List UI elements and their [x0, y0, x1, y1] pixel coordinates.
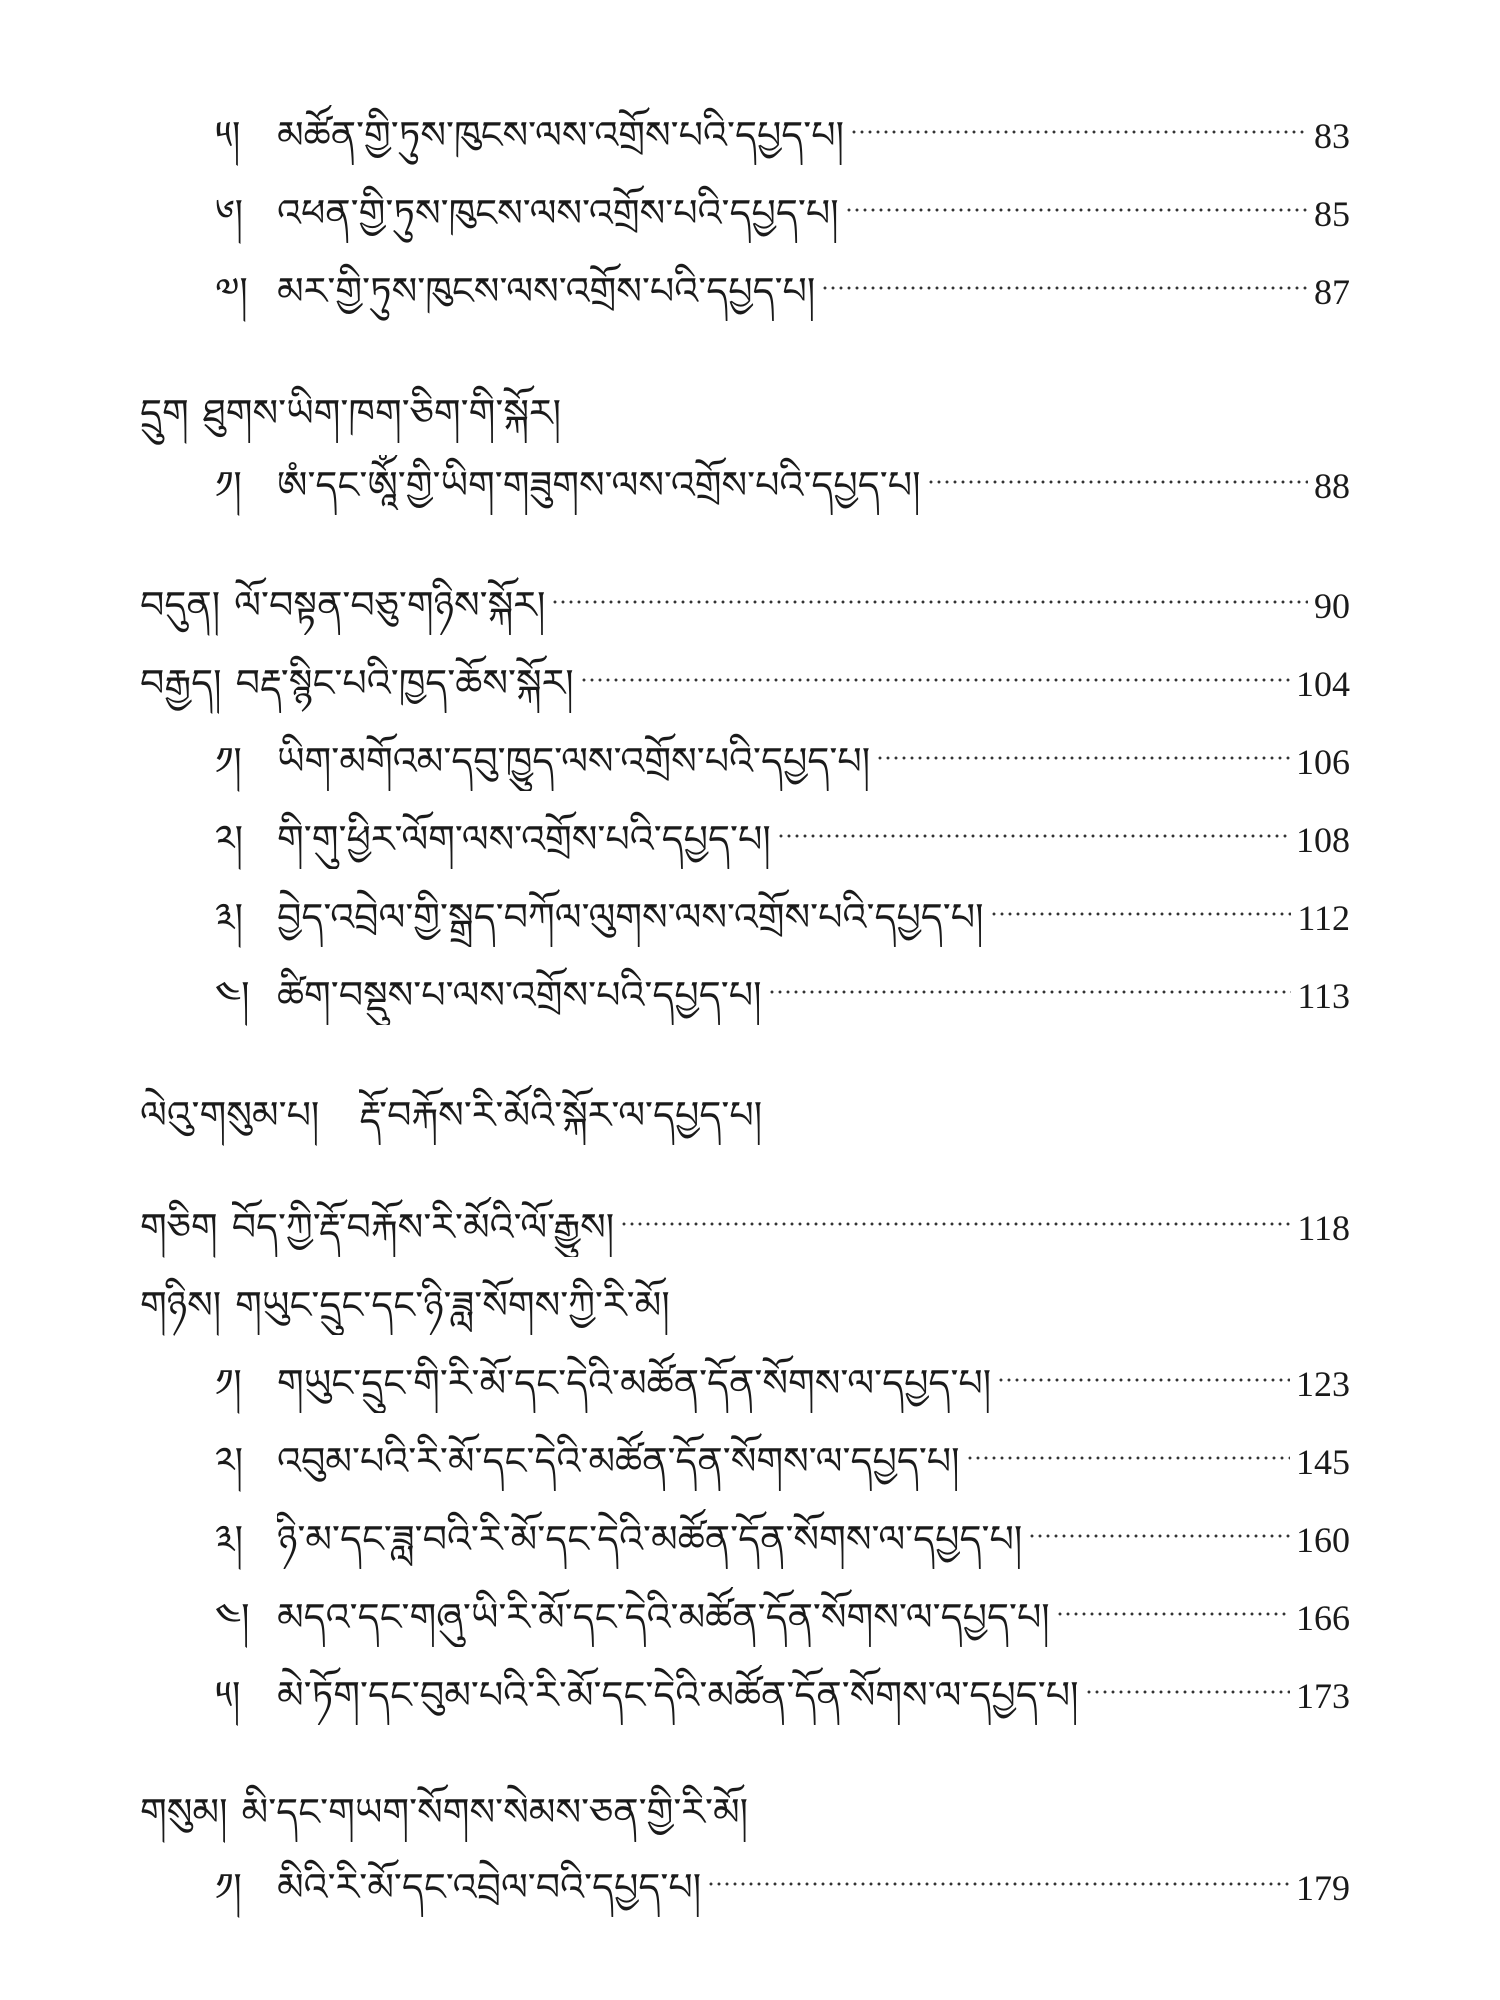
entry-number: ༧། — [215, 269, 248, 313]
entry-number: ༤། — [215, 1595, 250, 1639]
entry-title: མིའི་རི་མོ་དང་འབྲེལ་བའི་དཔྱད་པ། — [277, 1865, 702, 1909]
section-number: གཉིས། — [140, 1283, 222, 1327]
entry-page-number: 85 — [1314, 194, 1350, 234]
entry-number: ༥། — [215, 1673, 241, 1717]
entry-page-number: 88 — [1314, 466, 1350, 506]
section-title: ཐུགས་ཡིག་ཁག་ཅིག་གི་སྐོར། — [202, 391, 562, 435]
entry-page-number: 123 — [1296, 1364, 1350, 1404]
toc-entry[interactable] — [215, 1509, 1350, 1569]
section-number: བདུན། — [140, 583, 221, 627]
chapter-number: ལེའུ་གསུམ་པ། — [140, 1093, 320, 1137]
dot-leader — [850, 122, 1308, 142]
entry-number: ༡། — [215, 739, 242, 783]
entry-title: མེ་ཏོག་དང་བུམ་པའི་རི་མོ་དང་དེའི་མཚོན་དོན་སོགས་ལ་དཔྱད་པ། — [277, 1673, 1079, 1717]
dot-leader — [997, 1370, 1290, 1390]
toc-entry[interactable] — [215, 1857, 1350, 1917]
entry-title: མདའ་དང་གཞུ་ཡི་རི་མོ་དང་དེའི་མཚོན་དོན་སོགས་ལ་དཔྱད་པ། — [277, 1595, 1050, 1639]
entry-number: ༣། — [215, 895, 244, 939]
toc-section-heading[interactable] — [140, 1782, 1350, 1842]
toc-entry[interactable] — [215, 1431, 1350, 1491]
toc-entry[interactable] — [215, 1353, 1350, 1413]
entry-title: བྱེད་འབྲེལ་གྱི་སྒྲད་བཀོལ་ལུགས་ལས་འགྲོས་པའི་དཔྱད་པ། — [277, 895, 984, 939]
dot-leader — [777, 826, 1290, 846]
entry-number: ༡། — [215, 1865, 242, 1909]
entry-number: ༢། — [215, 1439, 244, 1483]
entry-page-number: 160 — [1296, 1520, 1350, 1560]
section-title: གཡུང་དྲུང་དང་ཉི་ཟླ་སོགས་ཀྱི་རི་མོ། — [235, 1283, 670, 1327]
section-number: གཅིག — [140, 1205, 218, 1249]
toc-entry[interactable] — [215, 1665, 1350, 1725]
dot-leader — [1028, 1526, 1290, 1546]
section-number: བརྒྱད། — [140, 661, 222, 705]
toc-entry[interactable] — [215, 105, 1350, 165]
entry-number: ༡། — [215, 1361, 242, 1405]
section-page-number: 104 — [1296, 664, 1350, 704]
entry-number: ༡། — [215, 463, 242, 507]
entry-page-number: 166 — [1296, 1598, 1350, 1638]
dot-leader — [1056, 1604, 1290, 1624]
section-title: མི་དང་གཡག་སོགས་སེམས་ཅན་གྱི་རི་མོ། — [241, 1790, 749, 1834]
entry-title: ཉི་མ་དང་ཟླ་བའི་རི་མོ་དང་དེའི་མཚོན་དོན་སོགས་ལ་དཔྱད་པ། — [277, 1517, 1023, 1561]
dot-leader — [876, 748, 1290, 768]
dot-leader — [821, 278, 1308, 298]
entry-number: ༥། — [215, 113, 241, 157]
toc-entry[interactable] — [215, 887, 1350, 947]
entry-title: ཚིག་བསྡུས་པ་ལས་འགྲོས་པའི་དཔྱད་པ། — [277, 973, 762, 1017]
entry-page-number: 106 — [1296, 742, 1350, 782]
dot-leader — [768, 982, 1292, 1002]
toc-entry[interactable] — [215, 809, 1350, 869]
dot-leader — [990, 904, 1292, 924]
dot-leader — [845, 200, 1308, 220]
entry-title: མཚོན་གྱི་ཏུས་ཁུངས་ལས་འགྲོས་པའི་དཔྱད་པ། — [277, 113, 845, 157]
entry-title: ཨཾ་དང་ཨཱོཾ་གྱི་ཡིག་གཟུགས་ལས་འགྲོས་པའི་དཔྱད་པ། — [277, 463, 921, 507]
entry-number: ༣། — [215, 1517, 244, 1561]
entry-number: ༤། — [215, 973, 250, 1017]
section-number: གསུམ། — [140, 1790, 228, 1834]
section-number: དྲུག — [140, 391, 189, 435]
toc-section-heading[interactable] — [140, 653, 1350, 713]
entry-page-number: 173 — [1296, 1676, 1350, 1716]
toc-entry[interactable] — [215, 1587, 1350, 1647]
toc-entry[interactable] — [215, 965, 1350, 1025]
toc-section-heading[interactable] — [140, 383, 1350, 443]
entry-title: གི་གུ་ཕྱིར་ལོག་ལས་འགྲོས་པའི་དཔྱད་པ། — [277, 817, 771, 861]
entry-page-number: 145 — [1296, 1442, 1350, 1482]
section-page-number: 90 — [1314, 586, 1350, 626]
entry-title: ཡིག་མགོའམ་དབུ་ཁྱུད་ལས་འགྲོས་པའི་དཔྱད་པ། — [277, 739, 871, 783]
toc-entry[interactable] — [215, 261, 1350, 321]
section-page-number: 118 — [1297, 1208, 1350, 1248]
entry-title: མར་གྱི་ཏུས་ཁུངས་ལས་འགྲོས་པའི་དཔྱད་པ། — [277, 269, 816, 313]
section-title: བརྡ་སྙིང་པའི་ཁྱད་ཆོས་སྐོར། — [235, 661, 574, 705]
entry-number: ༢། — [215, 817, 244, 861]
toc-section-heading[interactable] — [140, 575, 1350, 635]
entry-page-number: 87 — [1314, 272, 1350, 312]
entry-number: ༦། — [215, 191, 244, 235]
entry-page-number: 83 — [1314, 116, 1350, 156]
dot-leader — [966, 1448, 1290, 1468]
toc-entry[interactable] — [215, 731, 1350, 791]
dot-leader — [551, 592, 1308, 612]
toc-chapter-heading[interactable] — [140, 1085, 1350, 1145]
entry-page-number: 108 — [1296, 820, 1350, 860]
entry-page-number: 179 — [1296, 1868, 1350, 1908]
entry-page-number: 112 — [1297, 898, 1350, 938]
entry-title: གཡུང་དྲུང་གི་རི་མོ་དང་དེའི་མཚོན་དོན་སོགས་ལ་དཔྱད་པ། — [277, 1361, 992, 1405]
dot-leader — [927, 472, 1308, 492]
chapter-title: རྡོ་བརྐོས་རི་མོའི་སྐོར་ལ་དཔྱད་པ། — [359, 1093, 763, 1137]
dot-leader — [580, 670, 1290, 690]
dot-leader — [1085, 1682, 1290, 1702]
entry-page-number: 113 — [1297, 976, 1350, 1016]
toc-entry[interactable] — [215, 455, 1350, 515]
toc-section-heading[interactable] — [140, 1275, 1350, 1335]
entry-title: འབུམ་པའི་རི་མོ་དང་དེའི་མཚོན་དོན་སོགས་ལ་དཔྱད་པ། — [277, 1439, 960, 1483]
toc-section-heading[interactable] — [140, 1197, 1350, 1257]
dot-leader — [707, 1874, 1290, 1894]
dot-leader — [620, 1214, 1291, 1234]
section-title: བོད་ཀྱི་རྡོ་བརྐོས་རི་མོའི་ལོ་རྒྱུས། — [231, 1205, 615, 1249]
entry-title: འཕན་གྱི་ཏུས་ཁུངས་ལས་འགྲོས་པའི་དཔྱད་པ། — [277, 191, 839, 235]
toc-entry[interactable] — [215, 183, 1350, 243]
section-title: ལོ་བསྟན་བཅུ་གཉིས་སྐོར། — [234, 583, 546, 627]
